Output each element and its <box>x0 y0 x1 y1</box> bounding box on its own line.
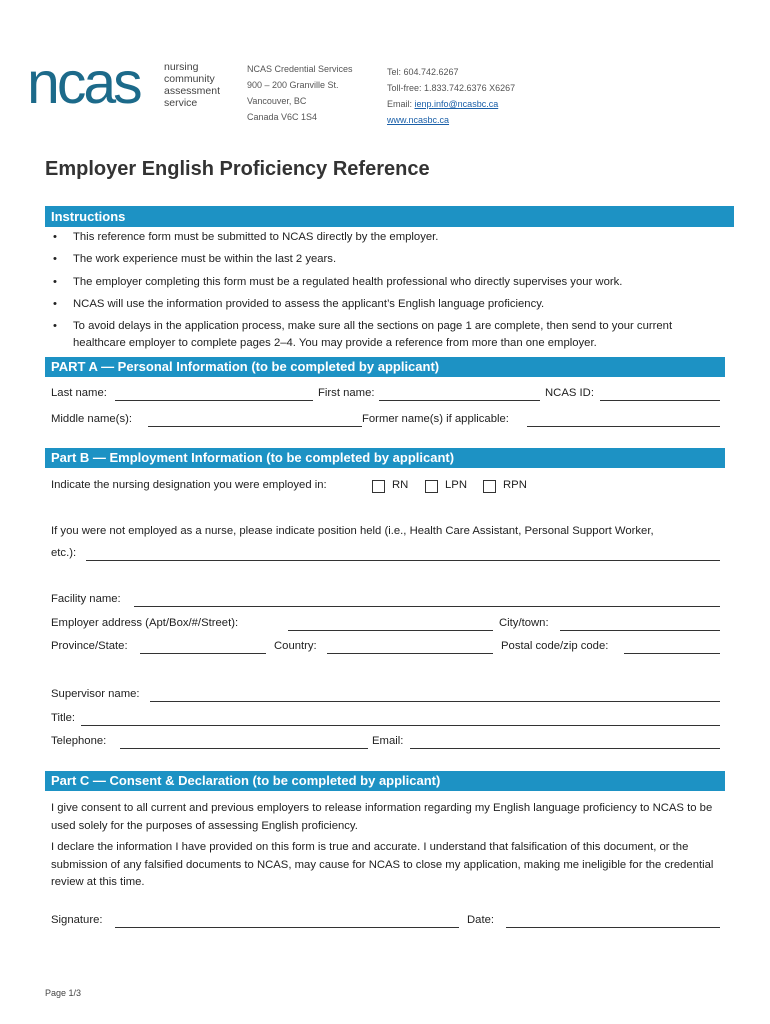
country-label: Country: <box>274 640 317 652</box>
other-position-field[interactable] <box>86 560 720 561</box>
list-item: • NCAS will use the information provided to assess the applicant’s English language proficiency. <box>50 296 720 313</box>
other-position-label: If you were not employed as a nurse, please indicate position held (i.e., Health Care Assistant, Personal Support Worker, <box>51 525 654 537</box>
supervisor-label: Supervisor name: <box>51 688 140 700</box>
employer-address-label: Employer address (Apt/Box/#/Street): <box>51 617 239 629</box>
rn-label: RN <box>392 479 409 491</box>
telephone-label: Telephone: <box>51 735 107 747</box>
email-field[interactable] <box>410 748 720 749</box>
consent-text: I give consent to all current and previous employers to release information regarding my English language proficiency to NCAS to be used solely for the purposes of assessing English proficiency. <box>51 802 713 832</box>
country-field[interactable] <box>327 653 493 654</box>
province-label: Province/State: <box>51 640 128 652</box>
other-position-cont-label: etc.): <box>51 547 77 559</box>
part-b-heading: Part B — Employment Information (to be completed by applicant) <box>45 448 725 468</box>
list-item: • The employer completing this form must be a regulated health professional who directly supervises your work. <box>50 274 720 291</box>
declaration-text: I declare the information I have provided on this form is true and accurate. I understand that falsification of this document, or the submission of any falsified documents to NCAS, may cause for NCAS to close my application, making me ineligible for the credential review at this time. <box>51 841 714 888</box>
page-number: Page 1/3 <box>45 988 82 998</box>
former-names-field[interactable] <box>527 426 720 427</box>
facility-label: Facility name: <box>51 593 121 605</box>
list-item: • The work experience must be within the last 2 years. <box>50 251 720 268</box>
ncas-logo <box>27 50 227 118</box>
org-address: NCAS Credential Services 900 – 200 Granville St. Vancouver, BC Canada V6C 1S4 <box>247 64 353 122</box>
city-field[interactable] <box>560 630 720 631</box>
email-label: Email: <box>372 735 404 747</box>
rn-checkbox[interactable] <box>372 480 385 493</box>
list-item: • To avoid delays in the application process, make sure all the sections on page 1 are complete, then send to your current healthcare employer to complete pages 2–4. You may provide a reference from more than one employer. <box>50 318 720 352</box>
middle-names-field[interactable] <box>148 426 362 427</box>
former-names-label: Former name(s) if applicable: <box>362 413 509 425</box>
facility-field[interactable] <box>134 606 720 607</box>
instructions-heading: Instructions <box>45 206 734 227</box>
employer-address-field[interactable] <box>288 630 493 631</box>
postal-label: Postal code/zip code: <box>501 640 609 652</box>
title-label: Title: <box>51 712 76 724</box>
org-contact: Tel: 604.742.6267 Toll-free: 1.833.742.6376 X6267 Email: ienp.info@ncasbc.ca www.ncasbc.ca <box>387 67 516 125</box>
supervisor-field[interactable] <box>150 701 720 702</box>
rpn-checkbox[interactable] <box>483 480 496 493</box>
list-item: • This reference form must be submitted to NCAS directly by the employer. <box>50 229 720 246</box>
part-a-heading: PART A — Personal Information (to be completed by applicant) <box>45 357 725 377</box>
instructions-list <box>50 229 720 357</box>
page-title: Employer English Proficiency Reference <box>45 158 430 180</box>
city-label: City/town: <box>499 617 549 629</box>
signature-label: Signature: <box>51 914 103 926</box>
postal-field[interactable] <box>624 653 720 654</box>
logo-wordmark: ncas <box>27 50 140 116</box>
website-link[interactable]: www.ncasbc.ca <box>387 115 450 125</box>
email-link[interactable]: ienp.info@ncasbc.ca <box>414 99 499 109</box>
last-name-label: Last name: <box>51 387 107 399</box>
last-name-field[interactable] <box>115 400 313 401</box>
ncas-id-label: NCAS ID: <box>545 387 594 399</box>
part-c-heading: Part C — Consent & Declaration (to be completed by applicant) <box>45 771 725 791</box>
first-name-field[interactable] <box>379 400 540 401</box>
rpn-label: RPN <box>503 479 527 491</box>
title-field[interactable] <box>81 725 720 726</box>
telephone-field[interactable] <box>120 748 368 749</box>
first-name-label: First name: <box>318 387 375 399</box>
designation-label: Indicate the nursing designation you were employed in: <box>51 479 327 491</box>
signature-field[interactable] <box>115 927 459 928</box>
middle-names-label: Middle name(s): <box>51 413 132 425</box>
lpn-label: LPN <box>445 479 467 491</box>
ncas-id-field[interactable] <box>600 400 720 401</box>
lpn-checkbox[interactable] <box>425 480 438 493</box>
logo-tagline: nursing community assessment service <box>164 61 221 109</box>
province-field[interactable] <box>140 653 266 654</box>
date-field[interactable] <box>506 927 720 928</box>
date-label: Date: <box>467 914 495 926</box>
